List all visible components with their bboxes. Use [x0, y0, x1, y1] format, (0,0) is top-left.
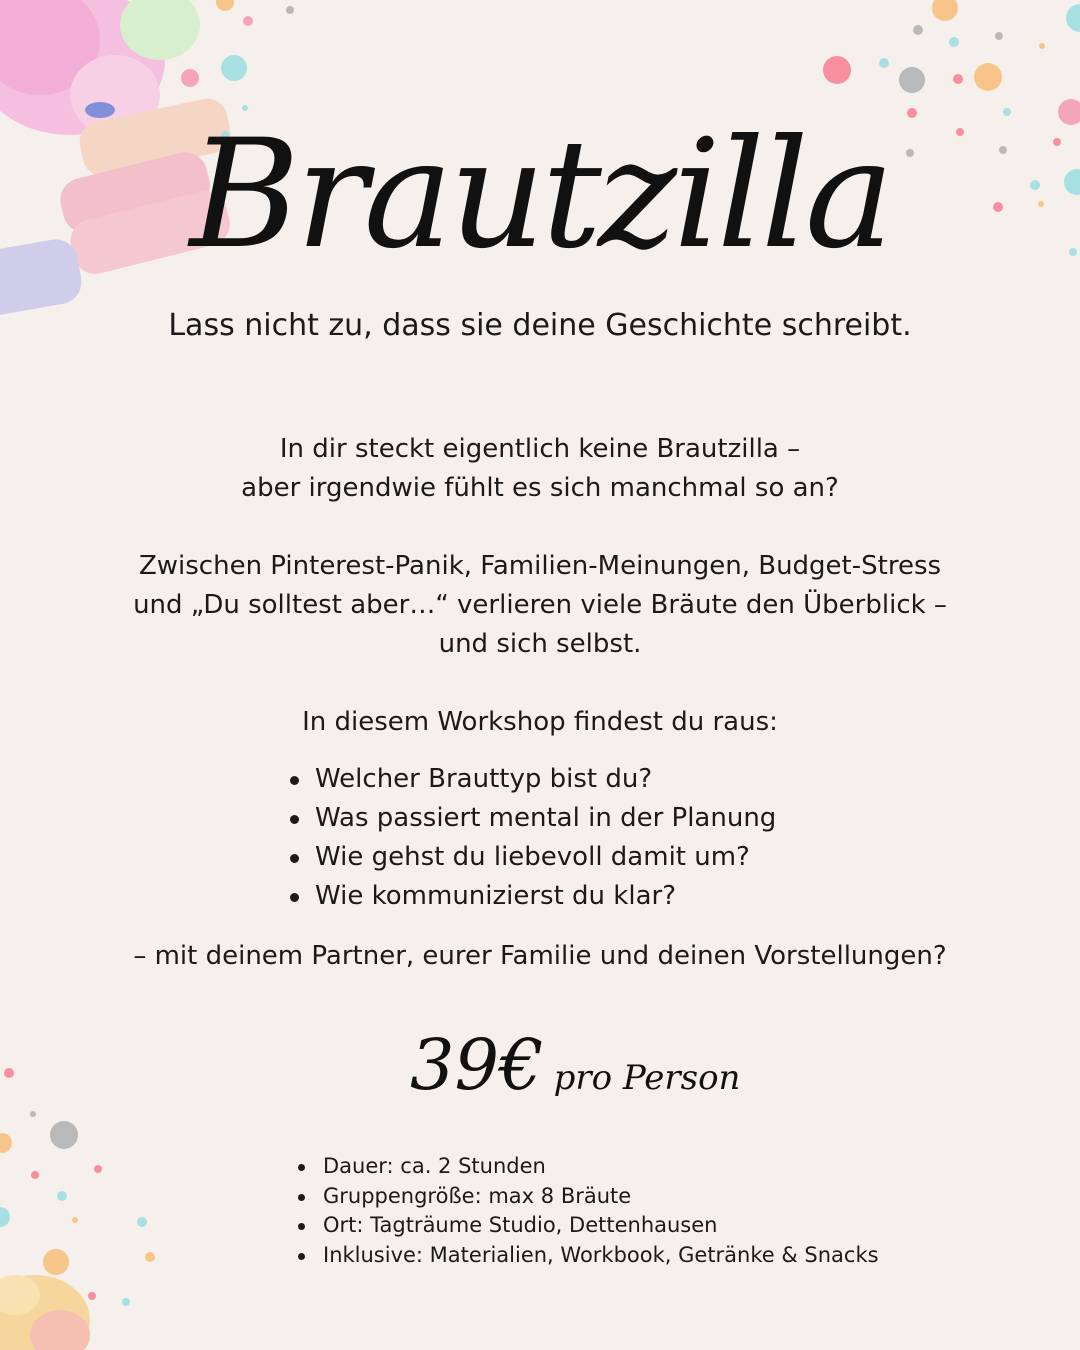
price-tag [410, 1020, 740, 1110]
brand-title: Brautzilla [189, 108, 891, 282]
intro-line: In dir steckt eigentlich keine Brautzilla – [279, 434, 801, 464]
list-item: Wie kommunizierst du klar? [290, 877, 776, 916]
context-line: und sich selbst. [438, 629, 642, 659]
intro-line: aber irgendwie fühlt es sich manchmal so an? [241, 473, 839, 503]
context-line: Zwischen Pinterest-Panik, Familien-Meinungen, Budget-Stress [138, 551, 942, 581]
subtitle: Lass nicht zu, dass sie deine Geschichte schreibt. [168, 308, 912, 343]
list-item: Was passiert mental in der Planung [290, 799, 776, 838]
list-item: Ort: Tagträume Studio, Dettenhausen [298, 1211, 879, 1241]
list-item: Wie gehst du liebevoll damit um? [290, 838, 776, 877]
context-line: und „Du solltest aber…“ verlieren viele Bräute den Überblick – [133, 590, 947, 620]
closing-line: – mit deinem Partner, eurer Familie und deinen Vorstellungen? [133, 941, 947, 971]
price-amount: 39€ [410, 1024, 544, 1106]
intro-paragraph [0, 430, 1080, 508]
watercolor-bottom-left [0, 1275, 90, 1350]
list-item: Dauer: ca. 2 Stunden [298, 1152, 879, 1182]
price-unit: pro Person [553, 1058, 741, 1098]
details-list [298, 1152, 879, 1270]
context-paragraph [0, 547, 1080, 664]
workshop-points-list [290, 760, 776, 916]
confetti-bottom [0, 1068, 155, 1306]
list-item: Welcher Brauttyp bist du? [290, 760, 776, 799]
workshop-lead: In diesem Workshop findest du raus: [302, 707, 778, 737]
list-item: Inklusive: Materialien, Workbook, Getränke & Snacks [298, 1241, 879, 1271]
list-item: Gruppengröße: max 8 Bräute [298, 1182, 879, 1212]
